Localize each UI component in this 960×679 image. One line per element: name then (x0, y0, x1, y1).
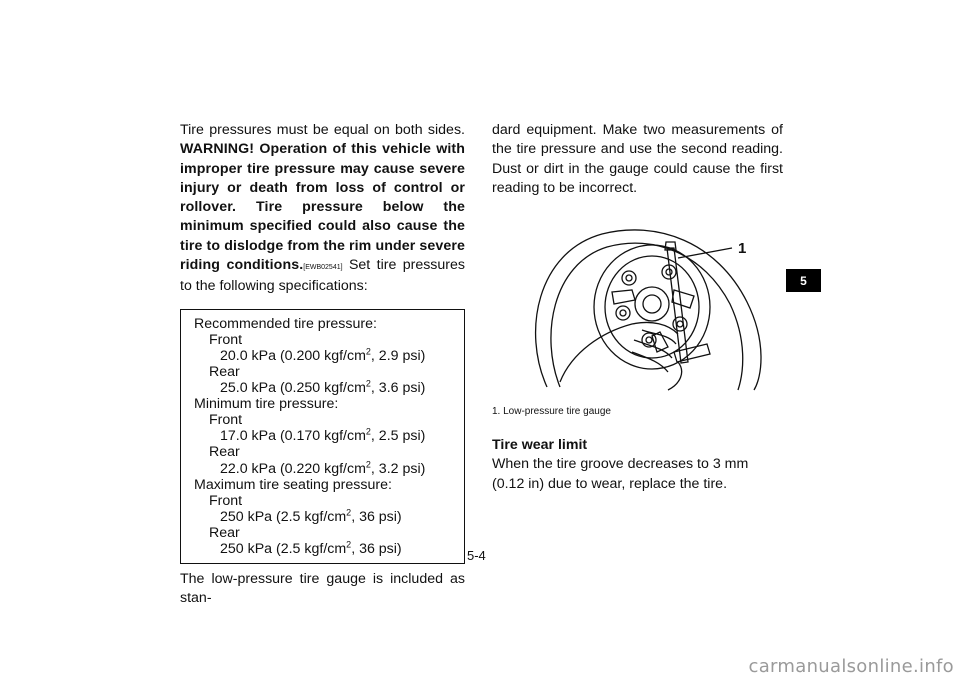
warning-text: WARNING! Operation of this vehicle with improper tire pressure may cause severe injury or death from loss of control or rollover. Tire pressure below the minimum specified could also cause the tire to dislodge from the rim under severe riding conditions. (180, 141, 465, 274)
right-column (492, 121, 783, 494)
watermark: carmanualsonline.info (748, 656, 954, 677)
max-rear-value: 250 kPa (2.5 kgf/$cm^2$, 36 psi) (220, 539, 402, 557)
intro-text: Tire pressures must be equal on both sides. (180, 122, 465, 138)
rec-rear-label: Rear (209, 363, 240, 380)
maximum-title: Maximum tire seating pressure: (194, 476, 392, 493)
tire-pressure-spec-box (180, 309, 465, 564)
min-rear-label: Rear (209, 444, 240, 461)
min-rear-value: 22.0 kPa (0.220 kgf/$cm^2$, 3.2 psi) (220, 458, 426, 477)
left-column (180, 121, 465, 609)
min-front-value: 17.0 kPa (0.170 kgf/$cm^2$, 2.5 psi) (220, 426, 426, 445)
set-pressures-text: Set tire pressures to the following specifications: (180, 257, 465, 295)
max-rear-label: Rear (209, 524, 240, 541)
wheel-and-gauge-drawing (492, 212, 782, 392)
rec-front-label: Front (209, 331, 243, 348)
minimum-title: Minimum tire pressure: (194, 396, 339, 413)
recommended-title: Recommended tire pressure: (194, 315, 377, 332)
section-heading: Tire wear limit (492, 437, 588, 454)
min-front-label: Front (209, 412, 243, 429)
rec-front-value: 20.0 kPa (0.200 kgf/$cm^2$, 2.9 psi) (220, 346, 426, 364)
page-number: 5-4 (467, 548, 486, 563)
chapter-tab: 5 (786, 269, 821, 292)
intro-paragraph (180, 121, 465, 297)
tire-gauge-illustration (492, 212, 782, 392)
measurement-paragraph: dard equipment. Make two measurements of the tire pressure and use the second reading. Dust or dirt in the gauge could cause the first reading to be incorrect. (492, 122, 783, 196)
warning-reference: [EWB02541] (303, 264, 343, 272)
gauge-paragraph: The low-pressure tire gauge is included as stan- (180, 571, 465, 607)
wear-limit-paragraph: When the tire groove decreases to 3 mm (0.12 in) due to wear, replace the tire. (492, 456, 749, 492)
rec-rear-value: 25.0 kPa (0.250 kgf/$cm^2$, 3.6 psi) (220, 378, 426, 397)
max-front-value: 250 kPa (2.5 kgf/$cm^2$, 36 psi) (220, 507, 402, 525)
max-front-label: Front (209, 492, 243, 509)
figure-caption: 1. Low-pressure tire gauge (492, 406, 611, 418)
callout-number: 1 (738, 240, 747, 258)
